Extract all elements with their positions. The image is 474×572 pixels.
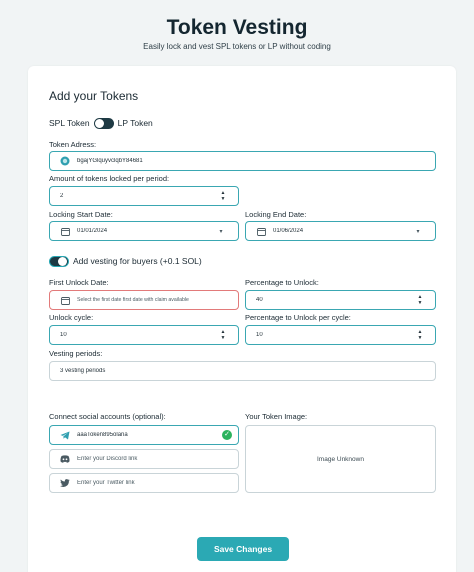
token-address-value: bgajYGlquyvclqbY84681 bbox=[77, 158, 143, 164]
chevron-down-icon: ▾ bbox=[416, 228, 420, 235]
decrement-icon[interactable]: ▼ bbox=[220, 335, 226, 341]
unlock-cycle-arrows[interactable] bbox=[218, 329, 228, 341]
amount-label: Amount of tokens locked per period: bbox=[49, 174, 170, 183]
first-unlock-label: First Unlock Date: bbox=[49, 278, 109, 287]
first-unlock-placeholder: Select the first date first date with claim available bbox=[77, 297, 189, 303]
page-subtitle: Easily lock and vest SPL tokens or LP without coding bbox=[143, 42, 331, 51]
token-address-field[interactable] bbox=[49, 151, 436, 171]
social-accounts-label: Connect social accounts (optional): bbox=[49, 412, 166, 421]
percent-cycle-stepper[interactable] bbox=[245, 325, 436, 345]
start-date-label: Locking Start Date: bbox=[49, 210, 113, 219]
telegram-icon bbox=[60, 430, 70, 440]
unlock-cycle-label: Unlock cycle: bbox=[49, 313, 94, 322]
unlock-cycle-stepper[interactable] bbox=[49, 325, 239, 345]
spl-token-label: SPL Token bbox=[49, 118, 90, 128]
start-date-picker[interactable] bbox=[49, 221, 239, 241]
token-image-label: Your Token Image: bbox=[245, 412, 308, 421]
percent-unlock-value: 40 bbox=[256, 297, 263, 303]
start-date-value: 01/01/2024 bbox=[77, 228, 108, 234]
vesting-toggle-row bbox=[49, 255, 202, 267]
percent-cycle-arrows[interactable] bbox=[415, 329, 425, 341]
token-coin-icon bbox=[60, 156, 70, 166]
decrement-icon[interactable]: ▼ bbox=[220, 196, 226, 202]
amount-value: 2 bbox=[60, 193, 64, 199]
vesting-toggle-label: Add vesting for buyers (+0.1 SOL) bbox=[73, 256, 202, 266]
percent-cycle-label: Percentage to Unlock per cycle: bbox=[245, 313, 351, 322]
discord-icon bbox=[60, 454, 70, 464]
calendar-icon bbox=[256, 226, 266, 236]
section-title: Add your Tokens bbox=[49, 89, 139, 103]
amount-stepper-arrows[interactable] bbox=[218, 190, 228, 202]
increment-icon[interactable]: ▲ bbox=[417, 294, 423, 300]
amount-stepper[interactable] bbox=[49, 186, 239, 206]
telegram-value: aaaToken895olana bbox=[77, 432, 128, 438]
twitter-icon bbox=[60, 478, 70, 488]
telegram-field[interactable] bbox=[49, 425, 239, 445]
vesting-periods-value: 3 vesting periods bbox=[60, 368, 106, 374]
token-image-placeholder: Image Unknown bbox=[317, 455, 364, 463]
vesting-periods-label: Vesting periods: bbox=[49, 349, 103, 358]
twitter-placeholder: Enter your Twitter link bbox=[77, 480, 135, 486]
increment-icon[interactable]: ▲ bbox=[417, 329, 423, 335]
unlock-cycle-value: 10 bbox=[60, 332, 67, 338]
vesting-periods-field[interactable] bbox=[49, 361, 436, 381]
first-unlock-date-field[interactable] bbox=[49, 290, 239, 310]
calendar-icon bbox=[60, 226, 70, 236]
discord-placeholder: Enter your Discord link bbox=[77, 456, 138, 462]
decrement-icon[interactable]: ▼ bbox=[417, 335, 423, 341]
percent-unlock-stepper[interactable] bbox=[245, 290, 436, 310]
twitter-field[interactable] bbox=[49, 473, 239, 493]
end-date-label: Locking End Date: bbox=[245, 210, 307, 219]
token-address-label: Token Adress: bbox=[49, 140, 97, 149]
save-button-label: Save Changes bbox=[213, 544, 273, 554]
chevron-down-icon: ▾ bbox=[219, 228, 223, 235]
token-type-toggle-row bbox=[49, 117, 153, 129]
discord-field[interactable] bbox=[49, 449, 239, 469]
percent-unlock-label: Percentage to Unlock: bbox=[245, 278, 319, 287]
increment-icon[interactable]: ▲ bbox=[220, 190, 226, 196]
decrement-icon[interactable]: ▼ bbox=[417, 300, 423, 306]
end-date-picker[interactable] bbox=[245, 221, 436, 241]
end-date-value: 01/06/2024 bbox=[273, 228, 304, 234]
percent-unlock-arrows[interactable] bbox=[415, 294, 425, 306]
page-title: Token Vesting bbox=[166, 16, 308, 39]
lp-token-label: LP Token bbox=[117, 118, 153, 128]
verified-check-icon: ✓ bbox=[222, 430, 232, 440]
vesting-switch[interactable] bbox=[49, 256, 69, 267]
token-type-switch[interactable] bbox=[94, 118, 114, 129]
token-image-dropzone[interactable] bbox=[245, 425, 436, 493]
increment-icon[interactable]: ▲ bbox=[220, 329, 226, 335]
percent-cycle-value: 10 bbox=[256, 332, 263, 338]
calendar-icon bbox=[60, 295, 70, 305]
save-button[interactable] bbox=[197, 537, 289, 561]
